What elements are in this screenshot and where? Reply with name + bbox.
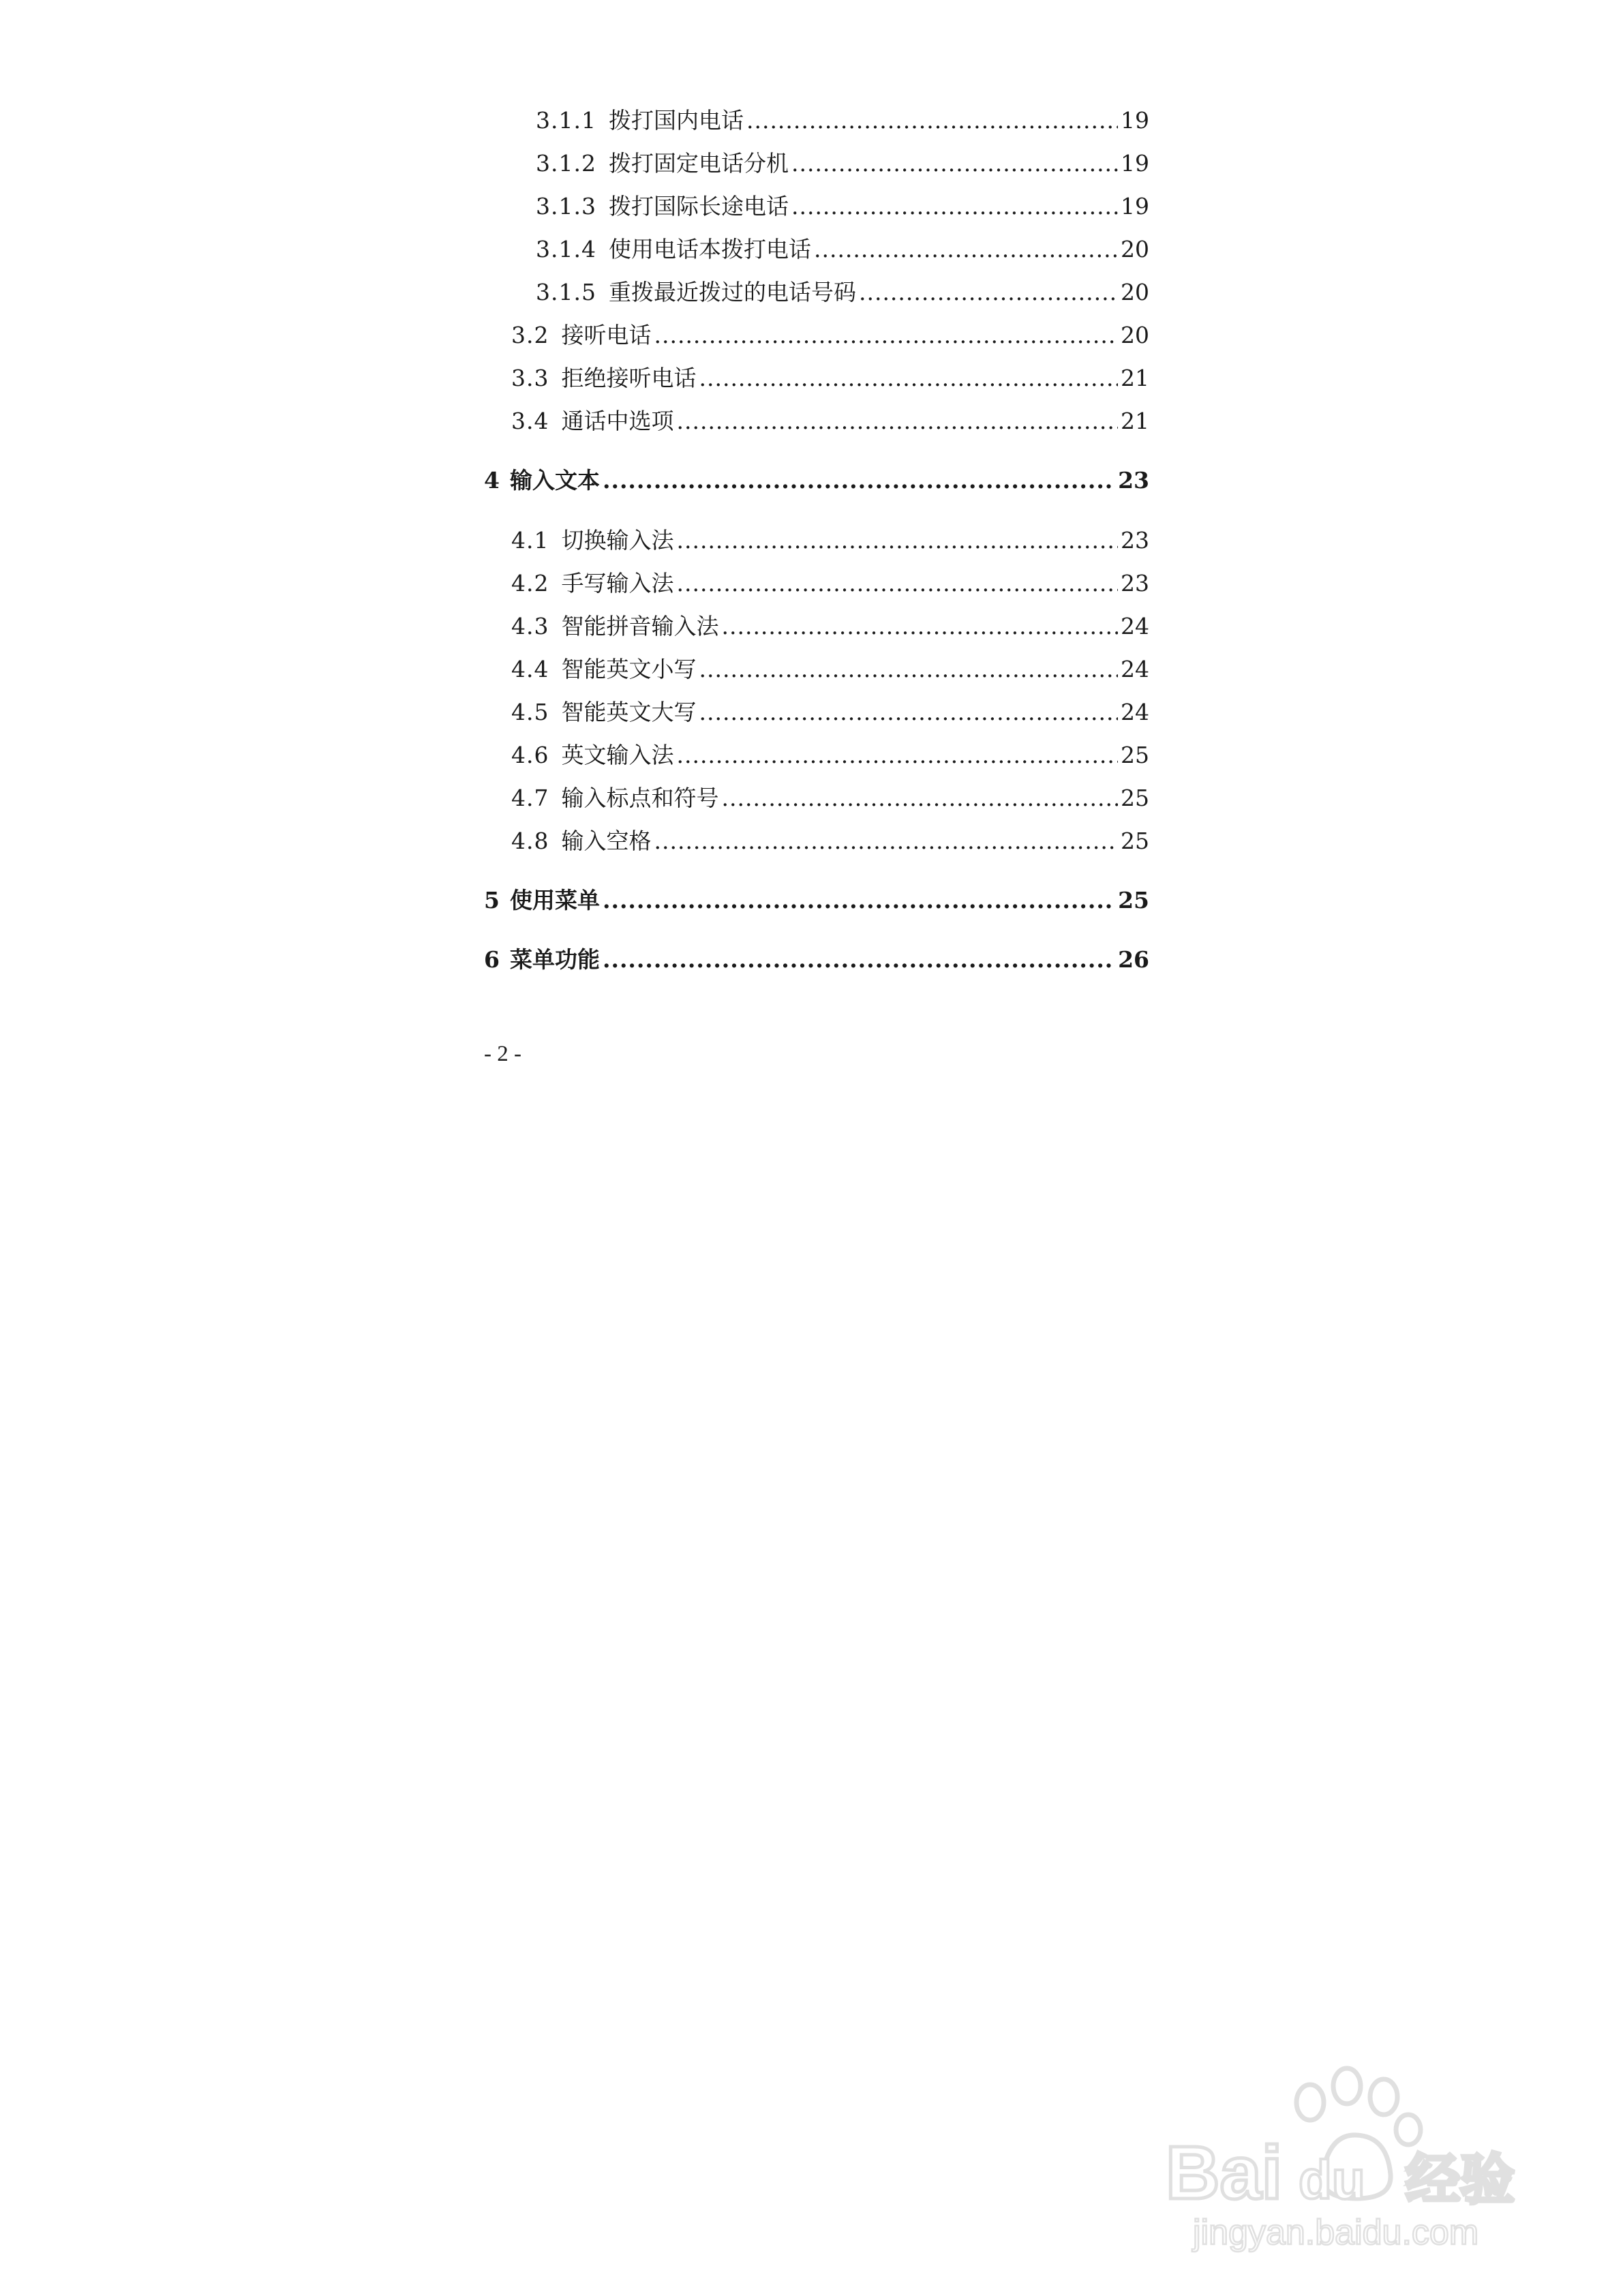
toc-entry-title: 使用菜单 <box>509 887 600 913</box>
svg-text:Bai: Bai <box>1166 2131 1283 2215</box>
toc-entry-title: 切换输入法 <box>561 527 674 554</box>
toc-entry-title: 输入标点和符号 <box>561 785 719 811</box>
toc-dot-leader <box>676 525 1118 556</box>
toc-entry-number: 3.1.4 <box>536 236 596 262</box>
toc-dot-leader <box>721 611 1118 642</box>
toc-entry-page: 19 <box>1121 193 1149 220</box>
toc-entry-number: 4.3 <box>511 613 549 639</box>
toc-entry-page: 24 <box>1121 656 1149 682</box>
toc-entry-number: 3.1.3 <box>536 193 596 220</box>
svg-text:经验: 经验 <box>1406 2149 1515 2210</box>
toc-entry-number: 4.4 <box>511 656 549 682</box>
toc-entry-page: 20 <box>1121 279 1149 305</box>
toc-chapter-entry[interactable] <box>484 885 1149 916</box>
toc-dot-leader <box>746 105 1118 136</box>
page-number: - 2 - <box>484 1042 521 1066</box>
toc-entry[interactable] <box>536 234 1149 265</box>
toc-dot-leader <box>654 826 1118 857</box>
toc-entry-number: 4.2 <box>511 570 549 596</box>
toc-entry-page: 19 <box>1121 107 1149 134</box>
toc-entry[interactable] <box>511 611 1149 642</box>
svg-text:du: du <box>1299 2149 1365 2210</box>
toc-entry-number: 4.7 <box>511 785 549 811</box>
toc-dot-leader <box>676 740 1118 771</box>
toc-entry[interactable] <box>511 740 1149 771</box>
baidu-jingyan-watermark <box>1152 2059 1561 2256</box>
toc-entry-number: 3.1.2 <box>536 150 596 177</box>
toc-dot-leader <box>603 885 1115 916</box>
toc-entry-page: 24 <box>1121 613 1149 639</box>
toc-entry-page: 20 <box>1121 236 1149 262</box>
toc-dot-leader <box>721 783 1118 814</box>
toc-entry-title: 接听电话 <box>561 322 652 348</box>
toc-entry-title: 输入空格 <box>561 828 652 854</box>
baidu-paw-logo-icon <box>1152 2059 1561 2256</box>
toc-entry-title: 拨打国际长途电话 <box>608 193 789 220</box>
toc-entry[interactable] <box>511 525 1149 556</box>
toc-entry[interactable] <box>536 105 1149 136</box>
toc-entry-number: 3.1.5 <box>536 279 596 305</box>
toc-dot-leader <box>791 148 1118 179</box>
toc-entry[interactable] <box>511 654 1149 685</box>
toc-dot-leader <box>654 320 1118 351</box>
toc-entry-page: 23 <box>1118 467 1149 494</box>
toc-entry-page: 21 <box>1121 365 1149 391</box>
toc-entry-page: 25 <box>1118 887 1149 913</box>
toc-entry[interactable] <box>536 277 1149 308</box>
toc-entry-page: 19 <box>1121 150 1149 177</box>
toc-entry-title: 智能英文小写 <box>561 656 697 682</box>
toc-entry-number: 3.4 <box>511 408 549 434</box>
toc-entry-number: 4.8 <box>511 828 549 854</box>
svg-text:jingyan.baidu.com: jingyan.baidu.com <box>1193 2213 1479 2252</box>
toc-entry-page: 20 <box>1121 322 1149 348</box>
toc-entry-number: 6 <box>484 946 500 973</box>
toc-entry-title: 英文输入法 <box>561 742 674 768</box>
toc-dot-leader <box>699 697 1118 728</box>
toc-dot-leader <box>699 363 1118 394</box>
toc-entry[interactable] <box>511 697 1149 728</box>
toc-entry-page: 23 <box>1121 570 1149 596</box>
toc-entry-title: 拨打国内电话 <box>608 107 744 134</box>
toc-dot-leader <box>791 191 1118 222</box>
toc-dot-leader <box>814 234 1118 265</box>
toc-dot-leader <box>676 406 1118 437</box>
toc-entry-page: 26 <box>1118 946 1149 973</box>
toc-entry[interactable] <box>536 148 1149 179</box>
toc-entry-number: 5 <box>484 887 500 913</box>
toc-entry[interactable] <box>511 406 1149 437</box>
toc-entry-page: 24 <box>1121 699 1149 725</box>
toc-dot-leader <box>603 465 1115 496</box>
toc-entry-title: 手写输入法 <box>561 570 674 596</box>
toc-entry[interactable] <box>511 568 1149 599</box>
toc-dot-leader <box>603 944 1115 976</box>
toc-entry-title: 菜单功能 <box>509 946 600 973</box>
toc-entry[interactable] <box>536 191 1149 222</box>
toc-dot-leader <box>676 568 1118 599</box>
toc-entry[interactable] <box>511 320 1149 351</box>
toc-entry-number: 3.3 <box>511 365 549 391</box>
toc-entry-page: 23 <box>1121 527 1149 554</box>
toc-entry-number: 3.1.1 <box>536 107 596 134</box>
toc-entry-title: 通话中选项 <box>561 408 674 434</box>
toc-chapter-entry[interactable] <box>484 465 1149 496</box>
toc-entry-page: 25 <box>1121 785 1149 811</box>
toc-entry-title: 智能英文大写 <box>561 699 697 725</box>
toc-entry-number: 4.1 <box>511 527 549 554</box>
toc-entry-page: 25 <box>1121 828 1149 854</box>
toc-entry-title: 智能拼音输入法 <box>561 613 719 639</box>
toc-entry-number: 3.2 <box>511 322 549 348</box>
toc-entry-title: 重拨最近拨过的电话号码 <box>608 279 856 305</box>
toc-entry-number: 4.6 <box>511 742 549 768</box>
toc-entry-title: 使用电话本拨打电话 <box>608 236 811 262</box>
toc-entry[interactable] <box>511 363 1149 394</box>
toc-entry-page: 21 <box>1121 408 1149 434</box>
toc-entry[interactable] <box>511 783 1149 814</box>
toc-entry-title: 输入文本 <box>509 467 600 494</box>
toc-entry[interactable] <box>511 826 1149 857</box>
toc-dot-leader <box>859 277 1118 308</box>
toc-chapter-entry[interactable] <box>484 944 1149 976</box>
toc-entry-number: 4.5 <box>511 699 549 725</box>
toc-entry-title: 拒绝接听电话 <box>561 365 697 391</box>
toc-entry-title: 拨打固定电话分机 <box>608 150 789 177</box>
toc-dot-leader <box>699 654 1118 685</box>
toc-entry-page: 25 <box>1121 742 1149 768</box>
toc-entry-number: 4 <box>484 467 500 494</box>
